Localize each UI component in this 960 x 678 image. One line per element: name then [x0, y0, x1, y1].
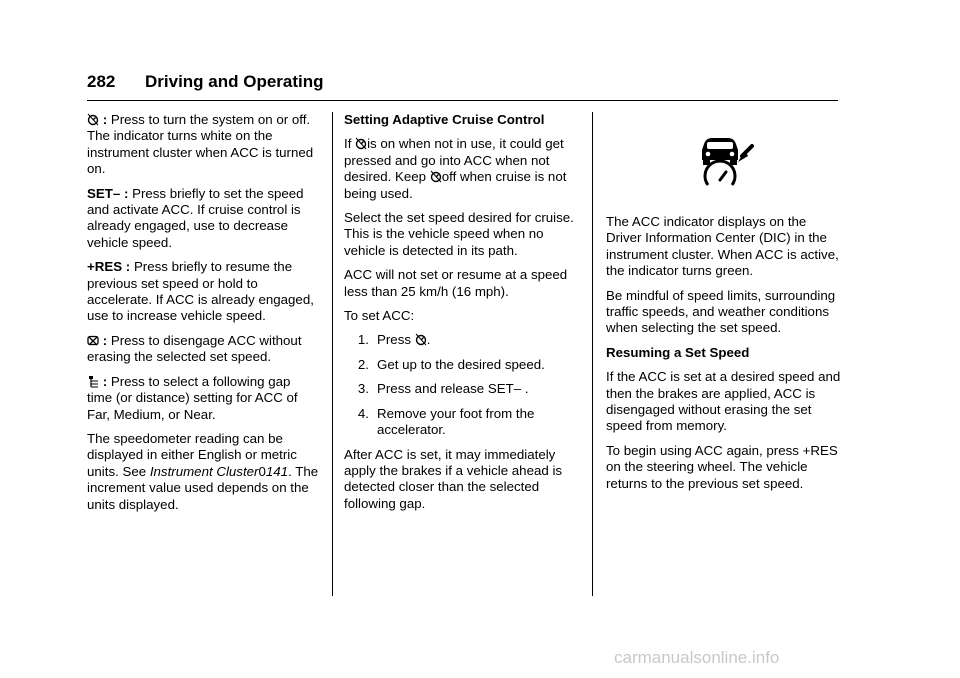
cancel-icon: [87, 334, 99, 347]
list-item: 4. Remove your foot from the accelerator.: [357, 405, 535, 438]
set-acc-steps: [344, 332, 580, 438]
acc-vehicle-ahead-icon: [698, 136, 756, 186]
page-number: 282: [87, 72, 116, 91]
res-paragraph: +RES : Press briefly to resume the previous set speed or hold to accelerate. If ACC is already engaged, use to increase vehicle speed.: [87, 259, 314, 324]
following-gap-icon: [87, 375, 99, 388]
acc-onoff-icon: [87, 113, 99, 126]
resuming-heading: Resuming a Set Speed: [606, 344, 750, 360]
gap-paragraph: : Press to select a following gap time (or distance) setting for ACC of Far, Medium, or Near.: [87, 373, 298, 422]
after-set-paragraph: After ACC is set, it may immediately apply the brakes if a vehicle ahead is detected closer than the selected following gap.: [344, 446, 563, 511]
cancel-paragraph: : Press to disengage ACC without erasing the selected set speed.: [87, 332, 302, 365]
section-title: Driving and Operating: [145, 72, 324, 91]
acc-onoff-paragraph: : Press to turn the system on or off. The indicator turns white on the instrument cluster when ACC is turned on.: [87, 112, 314, 177]
onoff-warning-paragraph: If is on when not in use, it could get pressed and go into ACC when not desired. Keep off when cruise is not being used.: [344, 136, 567, 201]
acc-onoff-icon: [415, 333, 427, 346]
instrument-cluster-link[interactable]: Instrument Cluster: [149, 463, 259, 479]
list-item: 2. Get up to the desired speed.: [357, 356, 545, 372]
page-ref-arrow: 0: [258, 463, 266, 479]
indicator-paragraph: The ACC indicator displays on the Driver Information Center (DIC) in the instrument cluster. When ACC is active, the indicator turns green.: [606, 214, 839, 279]
to-set-acc: To set ACC:: [344, 308, 415, 324]
header-rule: [87, 100, 838, 101]
min-speed-paragraph: ACC will not set or resume at a speed less than 25 km/h (16 mph).: [344, 267, 568, 299]
column-2: [344, 112, 580, 520]
list-item: 1. Press .: [357, 332, 431, 348]
acc-onoff-icon: [355, 137, 367, 150]
column-divider: [332, 112, 333, 596]
speedometer-paragraph: The speedometer reading can be displayed in either English or metric units. See Instrument Cluster0141. The increment value used depends on the units displayed.: [87, 430, 319, 512]
column-1: [87, 112, 319, 521]
set-speed-paragraph: Select the set speed desired for cruise. This is the vehicle speed when no vehicle is detected in its path.: [344, 210, 574, 258]
mindful-paragraph: Be mindful of speed limits, surrounding traffic speeds, and weather conditions when selecting the set speed.: [606, 287, 836, 336]
setting-acc-heading: Setting Adaptive Cruise Control: [344, 112, 545, 127]
column-3: [606, 112, 842, 500]
list-item: 3. Press and release SET– .: [357, 381, 529, 397]
page-header: [87, 72, 838, 98]
column-divider: [592, 112, 593, 596]
acc-onoff-icon: [430, 170, 442, 183]
page-ref-number[interactable]: 141: [265, 463, 289, 479]
resume-paragraph: If the ACC is set at a desired speed and then the brakes are applied, ACC is disengaged without erasing the set speed from memory.: [606, 369, 841, 434]
watermark: carmanualsonline.info: [614, 648, 780, 667]
set-paragraph: SET– : Press briefly to set the speed and activate ACC. If cruise control is already engaged, use to decrease vehicle speed.: [87, 185, 304, 250]
begin-again-paragraph: To begin using ACC again, press +RES on the steering wheel. The vehicle returns to the previous set speed.: [606, 442, 838, 491]
